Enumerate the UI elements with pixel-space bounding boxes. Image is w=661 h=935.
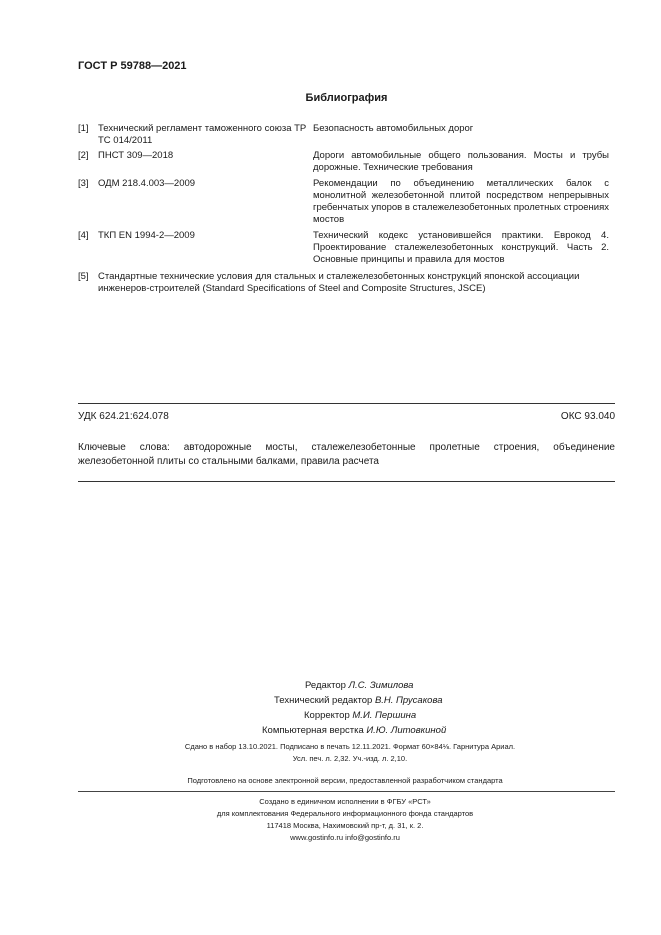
divider-line xyxy=(78,791,615,792)
publisher-line: Создано в единичном исполнении в ФГБУ «РСТ» xyxy=(259,797,431,806)
entry-number: [1] xyxy=(78,123,89,134)
credit-editor: Редактор Л.С. Зимилова xyxy=(305,680,414,691)
entry-title: Безопасность автомобильных дорог xyxy=(313,123,474,134)
imprint-block xyxy=(140,741,560,765)
publisher-line: 117418 Москва, Нахимовский пр-т, д. 31, к. 2. xyxy=(266,821,424,830)
entry-number: [5] xyxy=(78,271,89,282)
oks-code: ОКС 93.040 xyxy=(560,411,615,422)
entry-designation: ПНСТ 309—2018 xyxy=(98,150,174,161)
entry-title: Дороги автомобильные общего пользования. Мосты и трубы дорожные. Технические требования xyxy=(313,150,609,173)
entry-title: Технический кодекс установившейся практики. Еврокод 4. Проектирование сталежелезобетонных конструкций. Часть 2. Основные принципы и правила для мостов xyxy=(313,230,609,265)
entry-designation: ОДМ 218.4.003—2009 xyxy=(98,178,196,189)
entry-title: Рекомендации по объединению металлических балок с монолитной железобетонной плитой посредством непрерывных гребенчатых упоров в сталежелезобетонных пролетных строениях мостов xyxy=(313,178,609,225)
entry-designation: ТКП EN 1994-2—2009 xyxy=(98,230,195,241)
publisher-block xyxy=(120,796,570,844)
credits-block xyxy=(262,678,522,738)
keywords-text: Ключевые слова: автодорожные мосты, сталежелезобетонные пролетные строения, объединение железобетонной плиты со стальными балками, правила расчета xyxy=(78,442,615,467)
credit-layout: Компьютерная верстка И.Ю. Литовкиной xyxy=(262,725,447,736)
prepared-note: Подготовлено на основе электронной версии, предоставленной разработчиком стандарта xyxy=(187,776,503,785)
entry-number: [4] xyxy=(78,230,89,241)
imprint-line: Усл. печ. л. 2,32. Уч.-изд. л. 2,10. xyxy=(292,754,408,763)
divider-line xyxy=(78,403,615,404)
publisher-line: www.gostinfo.ru info@gostinfo.ru xyxy=(290,833,400,842)
entry-full-text: Стандартные технические условия для стальных и сталежелезобетонных конструкций японской ассоциации инженеров-строителей (Standard Specifications of Steel and Composite Structures, JSCE) xyxy=(98,271,580,294)
credit-corrector: Корректор М.И. Першина xyxy=(304,710,417,721)
credit-tech-editor: Технический редактор В.Н. Прусакова xyxy=(274,695,443,706)
publisher-line: для комплектования Федерального информационного фонда стандартов xyxy=(216,809,474,818)
entry-number: [3] xyxy=(78,178,89,189)
document-number: ГОСТ Р 59788—2021 xyxy=(78,60,187,72)
entry-designation: Технический регламент таможенного союза ТР ТС 014/2011 xyxy=(98,123,307,146)
udk-code: УДК 624.21:624.078 xyxy=(78,411,169,422)
imprint-line: Сдано в набор 13.10.2021. Подписано в печать 12.11.2021. Формат 60×84⅛. Гарнитура Ариал. xyxy=(184,742,516,751)
section-title: Библиография xyxy=(305,92,388,104)
divider-line xyxy=(78,481,615,482)
entry-number: [2] xyxy=(78,150,89,161)
